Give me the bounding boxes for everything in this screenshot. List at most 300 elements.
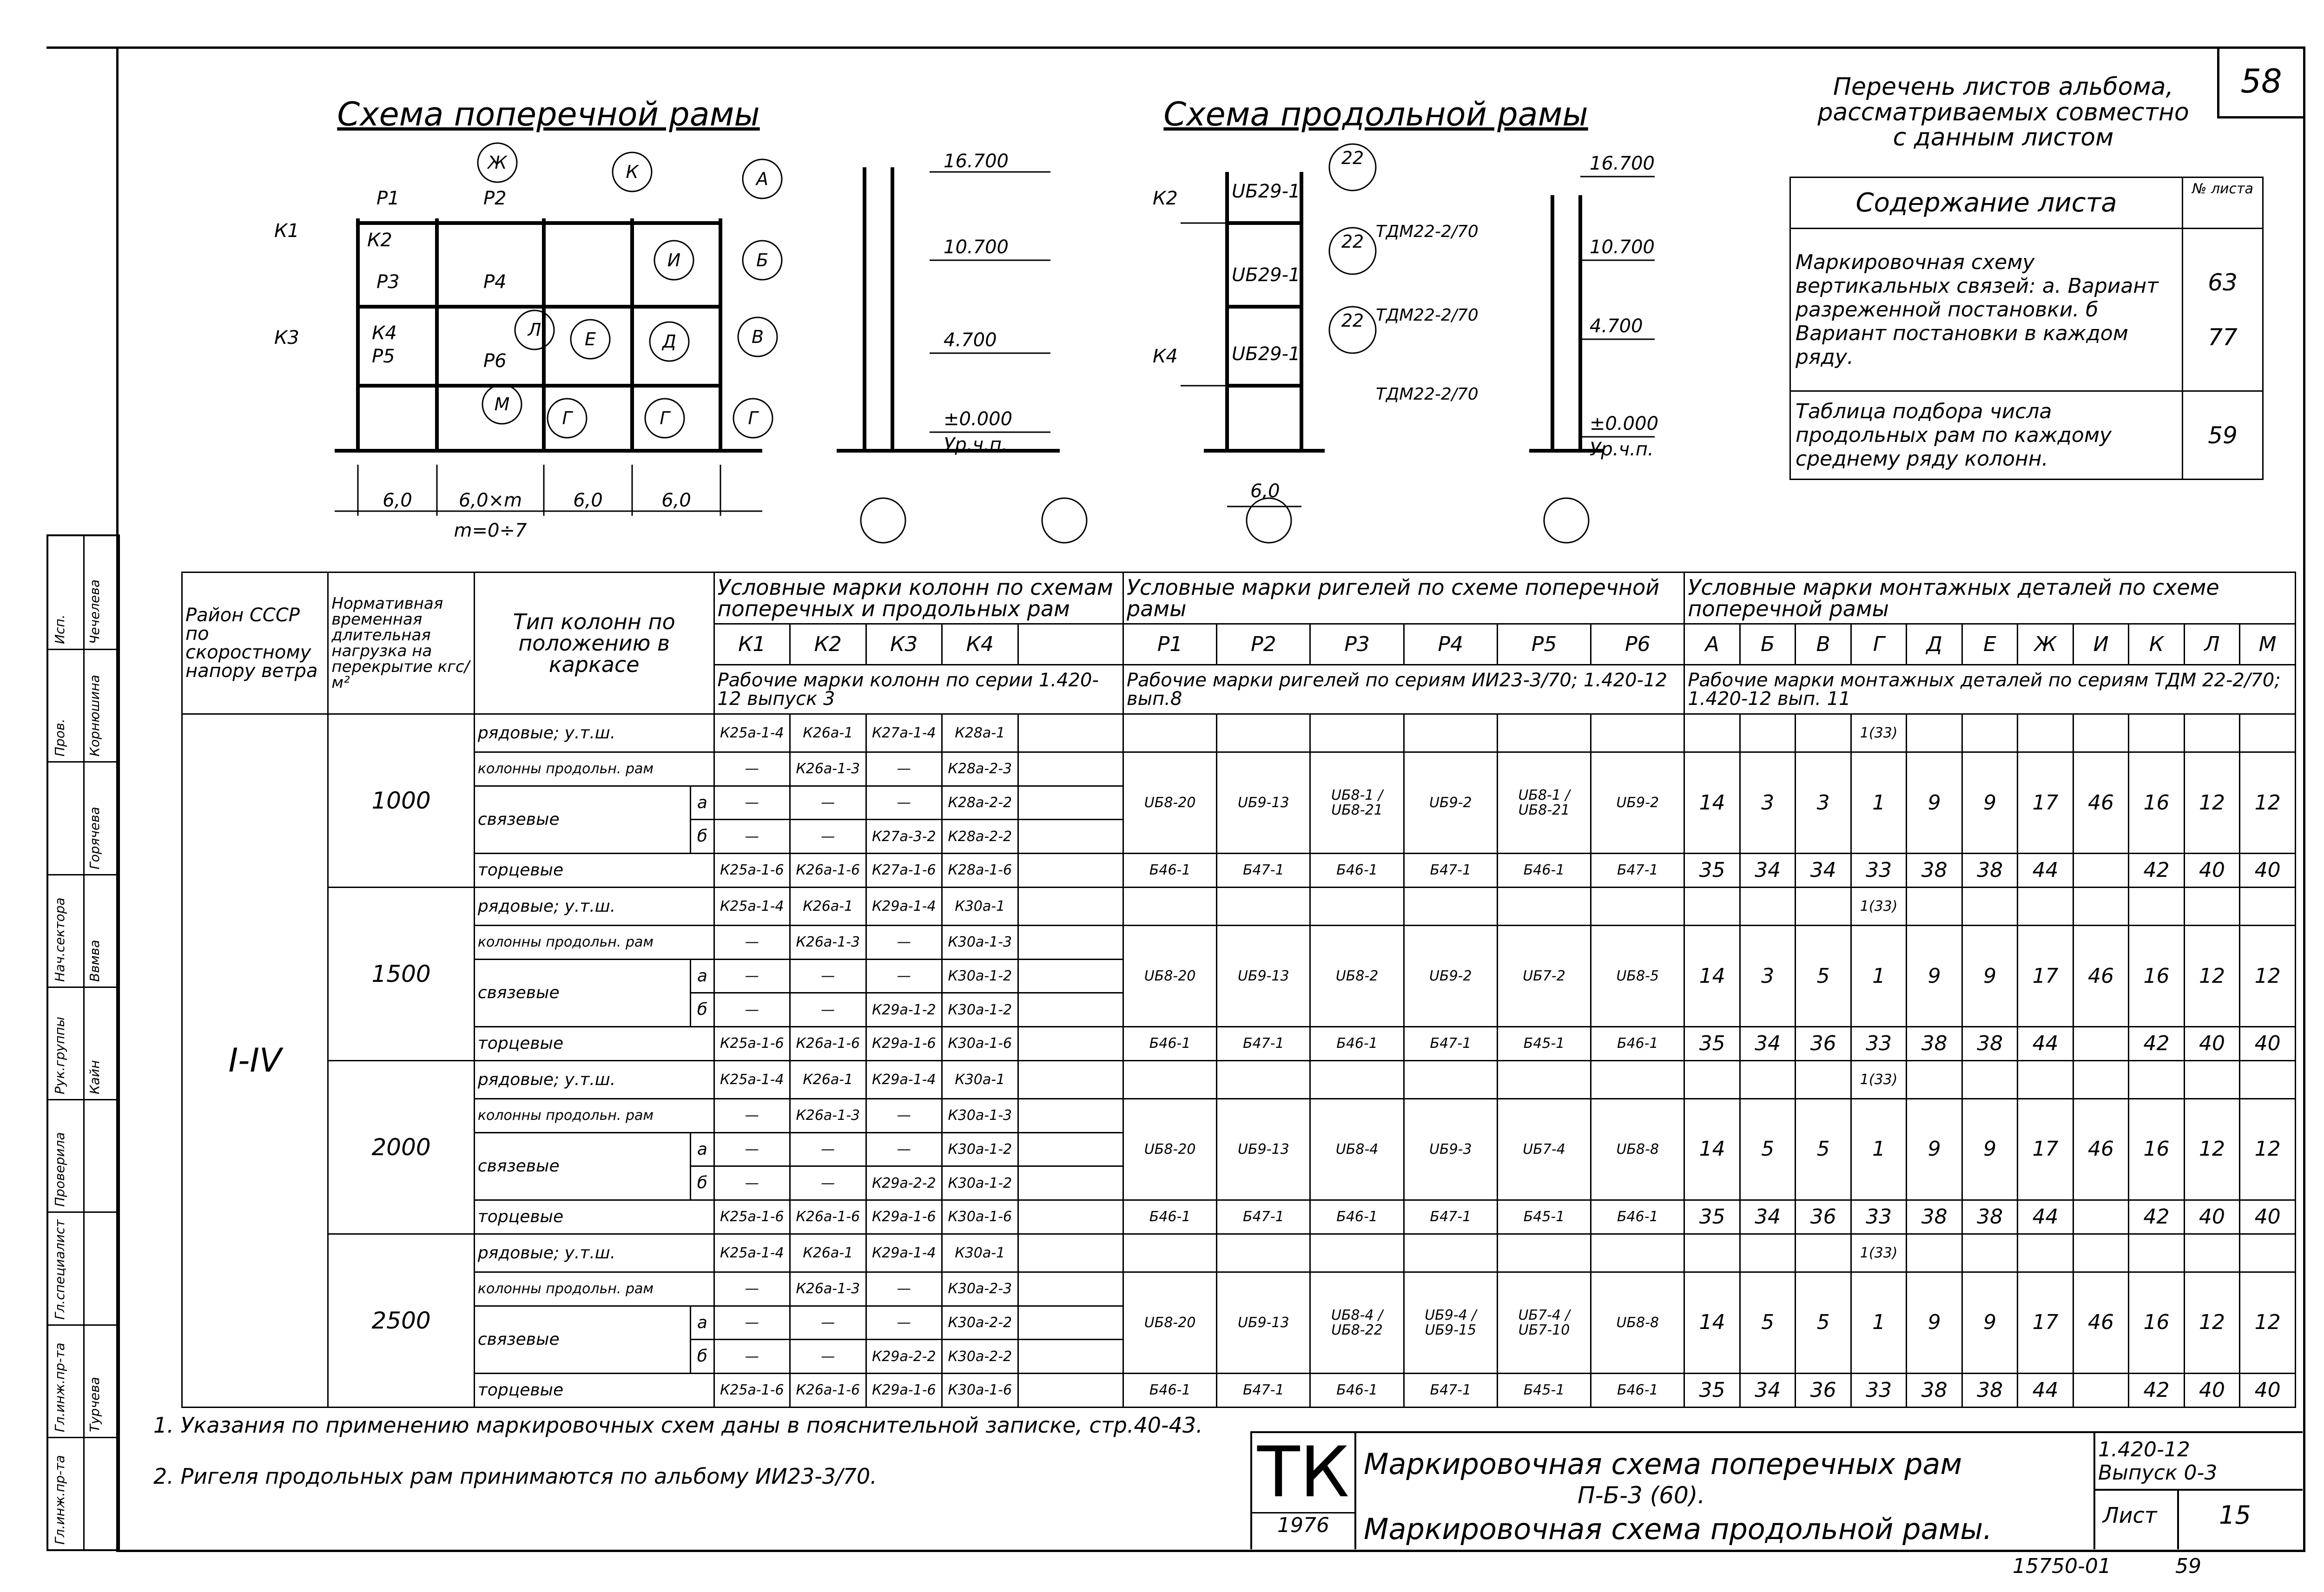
type-bracing: связевые — [474, 786, 690, 853]
beam-mark: Р3 — [1310, 624, 1404, 665]
detail-end-cell: 44 — [2018, 1200, 2073, 1234]
logo-box — [1252, 1433, 1356, 1549]
svg-text:И: И — [667, 250, 681, 270]
column-mark-cell: — — [714, 1099, 790, 1132]
detail-mark-cell: 9 — [1907, 1099, 1962, 1200]
variant-a: а — [691, 1132, 714, 1166]
detail-empty-cell — [2240, 714, 2296, 752]
corner-sheet-number-box — [2217, 46, 2303, 118]
detail-end-cell — [2073, 854, 2128, 888]
detail-empty-cell — [1907, 1060, 1962, 1099]
detail-empty-cell — [1740, 714, 1795, 752]
detail-mark: Д — [1907, 624, 1962, 665]
beam-end-mark: Б46-1 — [1497, 854, 1591, 888]
detail-end-cell: 40 — [2240, 1200, 2296, 1234]
column-mark-cell: К25а-1-4 — [714, 1060, 790, 1099]
column-mark-cell: К29а-2-2 — [866, 1340, 942, 1374]
column-mark-cell: К29а-1-2 — [866, 993, 942, 1027]
column-mark-cell: — — [714, 1166, 790, 1200]
detail-empty-cell — [2073, 1060, 2128, 1099]
svg-text:22: 22 — [1341, 148, 1364, 168]
column-mark-cell: — — [866, 786, 942, 820]
table-row — [182, 714, 2296, 752]
beam-end-mark: Б47-1 — [1591, 854, 1684, 888]
beam-empty-cell — [1310, 1060, 1404, 1099]
detail-empty-cell — [2129, 1060, 2184, 1099]
column-mark-cell: К30а-1 — [942, 887, 1018, 925]
column-mark-cell: — — [714, 1132, 790, 1166]
svg-text:К4: К4 — [372, 322, 397, 344]
detail-mark-cell: 12 — [2240, 1272, 2296, 1373]
column-mark-cell: К27а-3-2 — [866, 820, 942, 854]
detail-end-cell — [2073, 1374, 2128, 1408]
variant-a: а — [691, 1306, 714, 1340]
column-mark-cell: — — [866, 1099, 942, 1132]
transverse-frame-scheme — [260, 79, 1060, 544]
detail-end-cell: 44 — [2018, 1374, 2073, 1408]
column-mark-cell: К26а-1-3 — [790, 752, 866, 786]
column-mark-cell: — — [714, 1306, 790, 1340]
svg-text:В: В — [751, 327, 764, 347]
detail-mark-cell: 17 — [2018, 752, 2073, 854]
column-mark-cell: К26а-1-6 — [790, 854, 866, 888]
region-cell: I-IV — [182, 714, 328, 1407]
table-row — [182, 887, 2296, 925]
svg-text:А: А — [756, 169, 768, 189]
svg-text:16.700: 16.700 — [944, 151, 1009, 172]
detail-mark: Е — [1962, 624, 2017, 665]
detail-g-top: 1(33) — [1851, 887, 1906, 925]
table-row — [182, 1374, 2296, 1408]
col-mark: К2 — [790, 624, 866, 665]
svg-text:ТДМ22-2/70: ТДМ22-2/70 — [1376, 222, 1479, 241]
detail-mark-cell: 1 — [1851, 752, 1906, 854]
detail-empty-cell — [1907, 1234, 1962, 1272]
beam-empty-cell — [1404, 1060, 1497, 1099]
detail-mark-cell: 16 — [2129, 1099, 2184, 1200]
column-mark-cell: — — [714, 1340, 790, 1374]
h-beams-sub: Рабочие марки ригелей по сериям ИИ23-3/70; 1.420-12 вып.8 — [1123, 665, 1684, 714]
h-beams: Условные марки ригелей по схеме поперечной рамы — [1123, 572, 1684, 624]
variant-b: б — [691, 1340, 714, 1374]
detail-mark-cell: 9 — [1962, 926, 2017, 1027]
sheet-number: 15 — [2219, 1500, 2251, 1530]
detail-mark-cell: 17 — [2018, 926, 2073, 1027]
stamp-role: Гл.инж.пр-та — [52, 1342, 67, 1432]
beam-work-mark: UБ8-1 / UБ8-21 — [1310, 752, 1404, 854]
stamp-role: Исп. — [52, 614, 67, 645]
detail-mark-cell: 3 — [1740, 926, 1795, 1027]
column-mark-cell: К30а-2-3 — [942, 1272, 1018, 1306]
stamp-role: Проверила — [52, 1132, 67, 1207]
detail-mark: А — [1684, 624, 1740, 665]
column-mark-cell: — — [866, 926, 942, 960]
title-line2: П-Б-3 (60). — [1578, 1482, 1705, 1509]
detail-mark-cell: 9 — [1907, 926, 1962, 1027]
column-mark-cell: К26а-1 — [790, 1060, 866, 1099]
svg-text:М: М — [494, 394, 510, 414]
detail-mark-cell: 5 — [1796, 926, 1851, 1027]
svg-text:UБ29-1: UБ29-1 — [1232, 264, 1301, 286]
beam-work-mark: UБ8-5 — [1591, 926, 1684, 1027]
detail-mark-cell: 5 — [1796, 1272, 1851, 1373]
column-mark-cell: — — [790, 786, 866, 820]
variant-b: б — [691, 1166, 714, 1200]
h-details-sub: Рабочие марки монтажных деталей по сериям ТДМ 22-2/70; 1.420-12 вып. 11 — [1684, 665, 2296, 714]
stamp-name: Кайн — [87, 1060, 102, 1095]
year: 1976 — [1252, 1512, 1354, 1537]
detail-g-top: 1(33) — [1851, 714, 1906, 752]
beam-work-mark: UБ8-20 — [1123, 926, 1217, 1027]
detail-end-cell: 40 — [2184, 1027, 2239, 1061]
column-mark-cell: — — [714, 1272, 790, 1306]
detail-end-cell: 38 — [1962, 854, 2017, 888]
detail-mark-cell: 1 — [1851, 926, 1906, 1027]
detail-empty-cell — [2018, 1234, 2073, 1272]
table-row — [182, 854, 2296, 888]
svg-text:Г: Г — [748, 408, 758, 428]
column-mark-cell: — — [866, 1306, 942, 1340]
column-mark-cell: К27а-1-6 — [866, 854, 942, 888]
svg-text:6,0: 6,0 — [1250, 480, 1280, 502]
beam-end-mark: Б46-1 — [1591, 1374, 1684, 1408]
column-mark-cell: К29а-1-4 — [866, 1060, 942, 1099]
detail-mark-cell: 5 — [1740, 1272, 1795, 1373]
svg-text:±0.000: ±0.000 — [944, 408, 1013, 430]
detail-empty-cell — [2184, 714, 2239, 752]
column-mark-cell: К25а-1-4 — [714, 887, 790, 925]
beam-end-mark: Б47-1 — [1404, 1027, 1497, 1061]
svg-text:Р2: Р2 — [483, 188, 507, 209]
detail-empty-cell — [2184, 1060, 2239, 1099]
empty-cell — [1018, 1306, 1123, 1340]
detail-mark-cell: 12 — [2240, 752, 2296, 854]
frame-top-left-rule — [46, 46, 121, 49]
beam-work-mark: UБ9-13 — [1217, 1099, 1310, 1200]
h-cols: Условные марки колонн по схемам поперечных и продольных рам — [714, 572, 1123, 624]
detail-end-cell: 36 — [1796, 1027, 1851, 1061]
type-bracing: связевые — [474, 1306, 690, 1373]
empty-cell — [1018, 752, 1123, 786]
column-mark-cell: К26а-1-6 — [790, 1374, 866, 1408]
sheet-list-header-num: № листа — [2183, 178, 2263, 229]
corner-sheet-number: 58 — [2240, 62, 2282, 100]
column-mark-cell: К25а-1-4 — [714, 1234, 790, 1272]
beam-empty-cell — [1123, 714, 1217, 752]
empty-cell — [1018, 1060, 1123, 1099]
type-bracing: связевые — [474, 959, 690, 1026]
detail-mark-cell: 9 — [1907, 1272, 1962, 1373]
sheet-list-table: Содержание листа № листа Маркировочная схему вертикальных связей: а. Вариант разреженной постановки. б Вариант постановки в каждом ряду. 63 77 Таблица подбора числа продольных рам по каждому среднему ряду колонн. 59 — [1789, 177, 2264, 480]
type-longitudinal: колонны продольн. рам — [474, 1272, 714, 1306]
sheet-list-row-2: Таблица подбора числа продольных рам по каждому среднему ряду колонн. — [1790, 391, 2183, 480]
detail-end-cell: 38 — [1962, 1027, 2017, 1061]
svg-text:К2: К2 — [367, 230, 392, 251]
empty-cell — [1018, 1272, 1123, 1306]
column-mark-cell: К28а-2-3 — [942, 752, 1018, 786]
detail-mark: В — [1796, 624, 1851, 665]
stamp-name: Чечелева — [87, 579, 102, 645]
column-mark-cell: К30а-1-2 — [942, 993, 1018, 1027]
variant-a: а — [691, 786, 714, 820]
detail-empty-cell — [1740, 887, 1795, 925]
detail-empty-cell — [1962, 887, 2017, 925]
column-mark-cell: К25а-1-4 — [714, 714, 790, 752]
beam-work-mark: UБ7-2 — [1497, 926, 1591, 1027]
beam-work-mark: UБ9-3 — [1404, 1099, 1497, 1200]
type-longitudinal: колонны продольн. рам — [474, 752, 714, 786]
beam-work-mark: UБ8-20 — [1123, 1099, 1217, 1200]
svg-text:Д: Д — [662, 331, 676, 352]
beam-work-mark: UБ8-20 — [1123, 752, 1217, 854]
table-row — [182, 1234, 2296, 1272]
column-mark-cell: — — [790, 1340, 866, 1374]
detail-end-cell: 35 — [1684, 1027, 1740, 1061]
detail-end-cell: 36 — [1796, 1200, 1851, 1234]
detail-end-cell: 35 — [1684, 854, 1740, 888]
beam-empty-cell — [1217, 887, 1310, 925]
column-mark-cell: — — [866, 1272, 942, 1306]
detail-end-cell: 44 — [2018, 854, 2073, 888]
detail-end-cell: 33 — [1851, 1027, 1906, 1061]
type-end: торцевые — [474, 1027, 714, 1061]
column-mark-cell: К30а-1-6 — [942, 1374, 1018, 1408]
variant-b: б — [691, 993, 714, 1027]
note-1: 1. Указания по применению маркировочных схем даны в пояснительной записке, стр.40-43. — [153, 1413, 1203, 1438]
empty-cell — [1018, 1099, 1123, 1132]
detail-end-cell: 35 — [1684, 1200, 1740, 1234]
column-mark-cell: К26а-1-3 — [790, 926, 866, 960]
column-mark-cell: К25а-1-6 — [714, 1374, 790, 1408]
empty-cell — [1018, 887, 1123, 925]
detail-empty-cell — [2018, 714, 2073, 752]
beam-work-mark: UБ8-4 / UБ8-22 — [1310, 1272, 1404, 1373]
svg-text:10.700: 10.700 — [1590, 237, 1655, 258]
detail-mark-cell: 12 — [2184, 1272, 2239, 1373]
beam-end-mark: Б47-1 — [1217, 854, 1310, 888]
svg-text:m=0÷7: m=0÷7 — [454, 520, 527, 541]
type-ordinary: рядовые; у.т.ш. — [474, 1060, 714, 1099]
empty-cell — [1018, 1200, 1123, 1234]
detail-empty-cell — [1962, 714, 2017, 752]
issue: Выпуск 0-3 — [2098, 1461, 2218, 1485]
detail-end-cell: 40 — [2240, 854, 2296, 888]
beam-work-mark: UБ9-2 — [1591, 752, 1684, 854]
column-mark-cell: К30а-1 — [942, 1234, 1018, 1272]
stamp-name: Горячева — [87, 806, 102, 869]
h-details: Условные марки монтажных деталей по схеме поперечной рамы — [1684, 572, 2296, 624]
beam-end-mark: Б47-1 — [1217, 1027, 1310, 1061]
transverse-scheme-title: Схема поперечной рамы — [337, 95, 760, 133]
type-end: торцевые — [474, 1374, 714, 1408]
column-mark-cell: К25а-1-6 — [714, 854, 790, 888]
longitudinal-scheme-title: Схема продольной рамы — [1163, 95, 1588, 133]
beam-empty-cell — [1310, 714, 1404, 752]
column-mark-cell: К25а-1-6 — [714, 1200, 790, 1234]
detail-end-cell: 42 — [2129, 1200, 2184, 1234]
beam-mark: Р5 — [1497, 624, 1591, 665]
beam-work-mark: UБ9-2 — [1404, 926, 1497, 1027]
detail-end-cell: 34 — [1740, 1027, 1795, 1061]
column-mark-cell: — — [790, 1306, 866, 1340]
table-row — [182, 752, 2296, 786]
longitudinal-frame-scheme — [1134, 79, 1701, 544]
beam-empty-cell — [1591, 1234, 1684, 1272]
svg-text:Г: Г — [660, 408, 670, 428]
stamp-name: Корнюшина — [87, 675, 102, 757]
detail-mark-cell: 46 — [2073, 752, 2128, 854]
svg-text:К3: К3 — [274, 327, 299, 349]
detail-mark-cell: 46 — [2073, 1099, 2128, 1200]
header-row-1 — [182, 572, 2296, 624]
beam-mark: Р1 — [1123, 624, 1217, 665]
detail-empty-cell — [2240, 887, 2296, 925]
stamp-role: Рук.группы — [52, 1017, 67, 1095]
detail-empty-cell — [1796, 714, 1851, 752]
beam-work-mark: UБ8-8 — [1591, 1099, 1684, 1200]
empty-cell — [1018, 1166, 1123, 1200]
beam-work-mark: UБ8-8 — [1591, 1272, 1684, 1373]
beam-empty-cell — [1591, 714, 1684, 752]
beam-empty-cell — [1123, 887, 1217, 925]
type-ordinary: рядовые; у.т.ш. — [474, 1234, 714, 1272]
detail-end-cell: 38 — [1907, 1200, 1962, 1234]
h-region: Район СССР по скоростному напору ветра — [182, 572, 328, 714]
svg-text:UБ29-1: UБ29-1 — [1232, 181, 1301, 202]
column-mark-cell: К30а-1-3 — [942, 926, 1018, 960]
beam-empty-cell — [1404, 1234, 1497, 1272]
detail-end-cell: 40 — [2240, 1374, 2296, 1408]
detail-end-cell — [2073, 1200, 2128, 1234]
beam-work-mark: UБ9-13 — [1217, 926, 1310, 1027]
beam-work-mark: UБ9-13 — [1217, 752, 1310, 854]
beam-work-mark: UБ8-20 — [1123, 1272, 1217, 1373]
beam-empty-cell — [1404, 887, 1497, 925]
svg-text:4.700: 4.700 — [944, 329, 997, 351]
detail-empty-cell — [2073, 1234, 2128, 1272]
detail-end-cell: 38 — [1907, 854, 1962, 888]
svg-text:22: 22 — [1341, 310, 1364, 331]
load-cell: 2000 — [328, 1060, 474, 1234]
column-mark-cell: К28а-2-2 — [942, 820, 1018, 854]
detail-mark: К — [2129, 624, 2184, 665]
detail-end-cell: 40 — [2184, 1200, 2239, 1234]
beam-empty-cell — [1497, 1234, 1591, 1272]
beam-end-mark: Б46-1 — [1123, 1374, 1217, 1408]
col-mark-empty — [1018, 624, 1123, 665]
beam-end-mark: Б45-1 — [1497, 1200, 1591, 1234]
col-mark: К4 — [942, 624, 1018, 665]
column-mark-cell: К28а-1 — [942, 714, 1018, 752]
column-mark-cell: — — [790, 820, 866, 854]
stamp-name: Турчева — [87, 1376, 102, 1432]
detail-end-cell: 33 — [1851, 854, 1906, 888]
detail-mark-cell: 16 — [2129, 1272, 2184, 1373]
column-mark-cell: — — [790, 959, 866, 993]
transverse-axis-marker — [1032, 493, 1097, 558]
beam-empty-cell — [1310, 887, 1404, 925]
beam-work-mark: UБ8-1 / UБ8-21 — [1497, 752, 1591, 854]
column-mark-cell: — — [714, 820, 790, 854]
detail-mark-cell: 46 — [2073, 1272, 2128, 1373]
detail-mark-cell: 1 — [1851, 1099, 1906, 1200]
column-mark-cell: К28а-1-6 — [942, 854, 1018, 888]
detail-mark-cell: 46 — [2073, 926, 2128, 1027]
beam-work-mark: UБ8-2 — [1310, 926, 1404, 1027]
beam-end-mark: Б46-1 — [1591, 1200, 1684, 1234]
detail-mark-cell: 12 — [2240, 926, 2296, 1027]
detail-empty-cell — [2018, 1060, 2073, 1099]
table-row — [182, 1027, 2296, 1061]
detail-empty-cell — [1907, 714, 1962, 752]
load-cell: 1000 — [328, 714, 474, 887]
beam-end-mark: Б47-1 — [1217, 1374, 1310, 1408]
detail-mark: Г — [1851, 624, 1906, 665]
column-mark-cell: К26а-1-3 — [790, 1272, 866, 1306]
beam-mark: Р2 — [1217, 624, 1310, 665]
detail-empty-cell — [1796, 1234, 1851, 1272]
column-mark-cell: К26а-1-3 — [790, 1099, 866, 1132]
beam-end-mark: Б47-1 — [1404, 1374, 1497, 1408]
column-mark-cell: К30а-1-6 — [942, 1200, 1018, 1234]
note-2: 2. Ригеля продольных рам принимаются по альбому ИИ23-3/70. — [153, 1464, 877, 1489]
stamp-role: Гл.специалист — [52, 1219, 67, 1320]
beam-end-mark: Б46-1 — [1310, 854, 1404, 888]
beam-end-mark: Б46-1 — [1310, 1027, 1404, 1061]
column-mark-cell: К30а-1-2 — [942, 1166, 1018, 1200]
col-mark: К3 — [866, 624, 942, 665]
beam-end-mark: Б46-1 — [1123, 1027, 1217, 1061]
logo: ТК — [1257, 1432, 1350, 1513]
detail-empty-cell — [1796, 887, 1851, 925]
beam-end-mark: Б46-1 — [1310, 1374, 1404, 1408]
beam-work-mark: UБ8-4 — [1310, 1099, 1404, 1200]
h-type: Тип колонн по положению в каркасе — [474, 572, 714, 714]
variant-a: а — [691, 959, 714, 993]
svg-text:UБ29-1: UБ29-1 — [1232, 343, 1301, 365]
column-mark-cell: К26а-1 — [790, 887, 866, 925]
col-mark: К1 — [714, 624, 790, 665]
beam-empty-cell — [1123, 1060, 1217, 1099]
svg-text:Р5: Р5 — [372, 346, 395, 367]
sheet-list-header-content: Содержание листа — [1790, 178, 2183, 229]
beam-work-mark: UБ9-2 — [1404, 752, 1497, 854]
svg-text:ТДМ22-2/70: ТДМ22-2/70 — [1376, 385, 1479, 404]
detail-end-cell — [2073, 1027, 2128, 1061]
series: 1.420-12 — [2098, 1438, 2190, 1461]
svg-text:Р4: Р4 — [483, 271, 507, 293]
title-line1: Маркировочная схема поперечных рам — [1364, 1447, 1962, 1481]
column-mark-cell: К26а-1-6 — [790, 1027, 866, 1061]
empty-cell — [1018, 820, 1123, 854]
detail-empty-cell — [1907, 887, 1962, 925]
column-mark-cell: К25а-1-6 — [714, 1027, 790, 1061]
column-mark-cell: К30а-2-2 — [942, 1340, 1018, 1374]
column-mark-cell: К30а-1-2 — [942, 1132, 1018, 1166]
beam-empty-cell — [1217, 714, 1310, 752]
detail-mark-cell: 9 — [1962, 1099, 2017, 1200]
svg-text:ТДМ22-2/70: ТДМ22-2/70 — [1376, 306, 1479, 325]
detail-empty-cell — [2073, 887, 2128, 925]
stamp-name: Ввмва — [87, 940, 102, 982]
beam-empty-cell — [1591, 887, 1684, 925]
beam-end-mark: Б46-1 — [1591, 1027, 1684, 1061]
detail-mark-cell: 5 — [1796, 1099, 1851, 1200]
left-stamp — [46, 534, 120, 1551]
detail-end-cell: 40 — [2184, 1374, 2239, 1408]
svg-text:К2: К2 — [1153, 188, 1178, 209]
column-mark-cell: К29а-1-6 — [866, 1027, 942, 1061]
